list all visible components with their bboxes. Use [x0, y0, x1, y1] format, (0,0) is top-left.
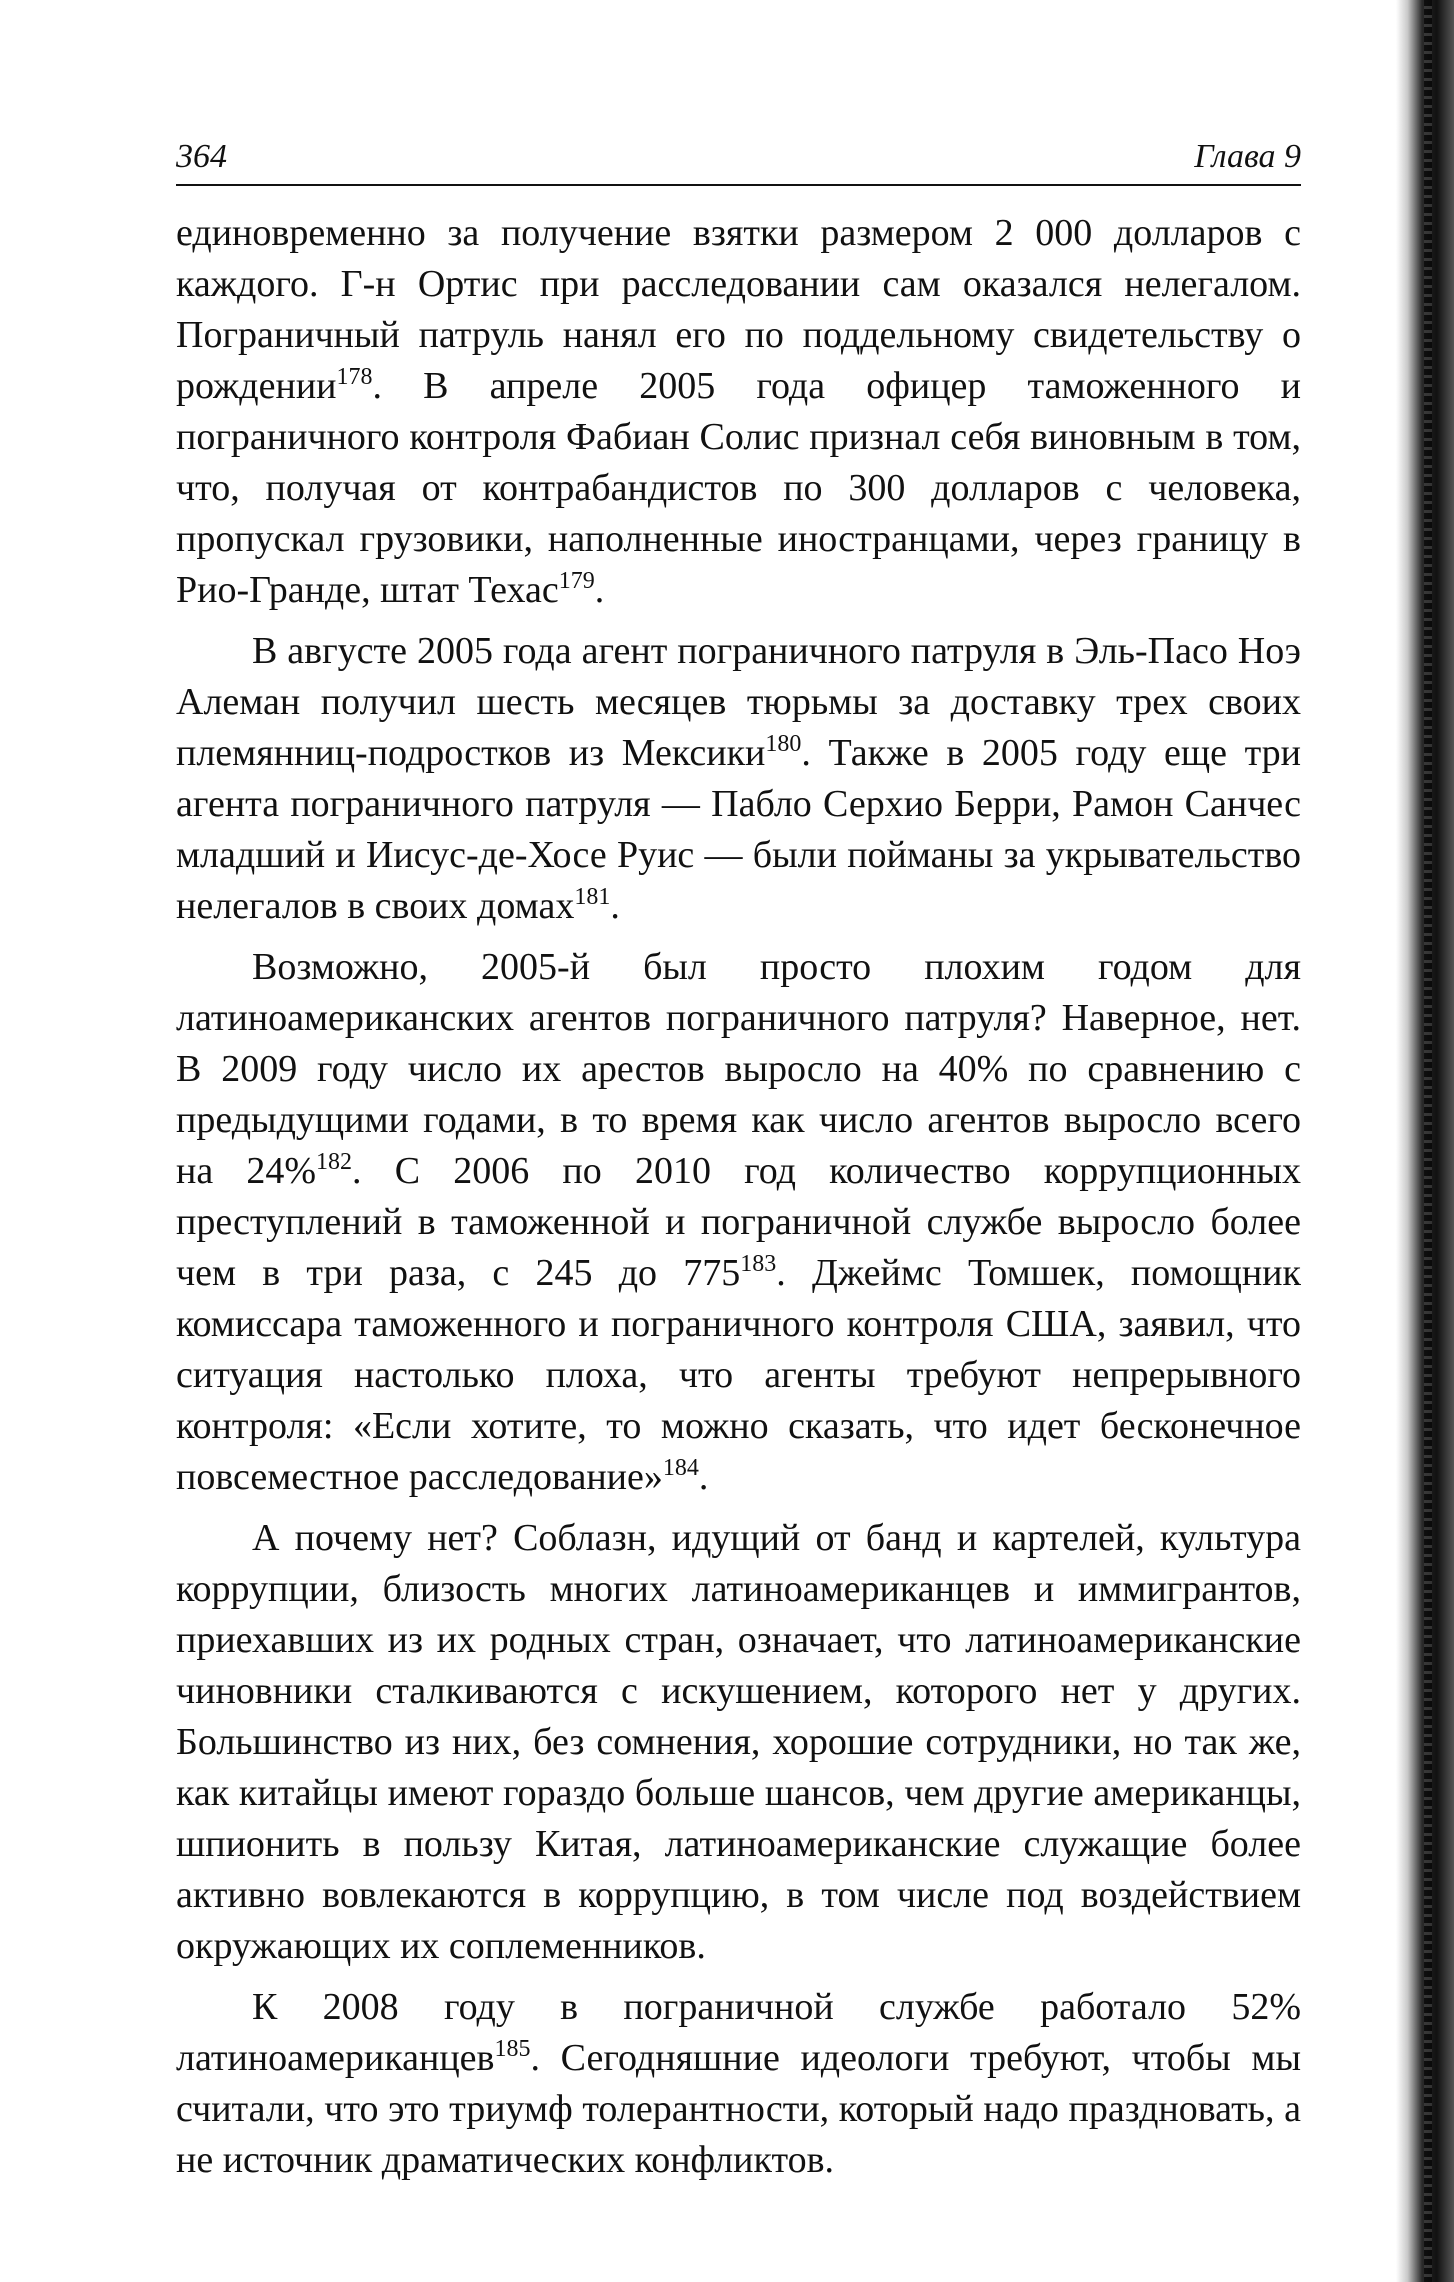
text-segment: . Джеймс Томшек, помощник комиссара таможенного и пограничного контроля США, заявил, что ситуация настолько плоха, что агенты требуют непрерывного контроля: «Если хотите, то можно сказать, что идет бесконечное повсеместное расследование»	[176, 1252, 1301, 1498]
running-header	[176, 136, 1301, 186]
text-segment: . Сегодняшние идеологи требуют, чтобы мы считали, что это триумф толерантности, который надо праздновать, а не источник драматических конфликтов.	[176, 2037, 1301, 2181]
footnote-ref-183: 183	[740, 1251, 777, 1277]
footnote-ref-184: 184	[662, 1455, 699, 1481]
footnote-ref-182: 182	[316, 1149, 353, 1175]
footnote-ref-185: 185	[494, 2036, 531, 2062]
text-segment: .	[594, 569, 605, 611]
text-segment: К 2008 году в пограничной службе работало 52% латиноамериканцев	[176, 1986, 1301, 2079]
text-segment: А почему нет? Соблазн, идущий от банд и картелей, культура коррупции, близость многих латиноамериканцев и иммигрантов, приехавших из их родных стран, означает, что латиноамериканские чиновники сталкиваются с искушением, которого нет у других. Большинство из них, без сомнения, хорошие сотрудники, но так же, как китайцы имеют гораздо больше шансов, чем другие американцы, шпионить в пользу Китая, латиноамериканские служащие более активно вовлекаются в коррупцию, в том числе под воздействием окружающих их соплеменников.	[176, 1517, 1301, 1967]
paragraph-3	[176, 942, 1301, 1503]
text-segment: В августе 2005 года агент пограничного патруля в Эль-Пасо Ноэ Алеман получил шесть месяцев тюрьмы за доставку трех своих племянниц-подростков из Мексики	[176, 630, 1301, 774]
text-segment: Возможно, 2005-й был просто плохим годом для латиноамериканских агентов пограничного патруля? Наверное, нет. В 2009 году число их арестов выросло на 40% по сравнению с предыдущими годами, в то время как число агентов выросло всего на 24%	[176, 946, 1301, 1192]
paragraph-4	[176, 1513, 1301, 1972]
text-segment: единовременно за получение взятки размером 2 000 долларов с каждого. Г-н Ортис при расследовании сам оказался нелегалом. Пограничный патруль нанял его по поддельному свидетельству о рождении	[176, 212, 1301, 407]
page-number: 364	[176, 138, 227, 175]
footnote-ref-180: 180	[765, 731, 802, 757]
text-segment: . В апреле 2005 года офицер таможенного и пограничного контроля Фабиан Солис признал себя виновным в том, что, получая от контрабандистов по 300 долларов с человека, пропускал грузовики, наполненные иностранцами, через границу в Рио-Гранде, штат Техас	[176, 365, 1301, 611]
chapter-title: Глава 9	[1194, 138, 1301, 175]
text-segment: .	[610, 885, 620, 927]
text-segment: . С 2006 по 2010 год количество коррупционных преступлений в таможенной и пограничной службе выросло более чем в три раза, с 245 до 775	[176, 1150, 1302, 1294]
scan-edge-shadow	[1424, 0, 1432, 2282]
scan-binding-edge	[1396, 0, 1454, 2282]
footnote-ref-178: 178	[336, 364, 373, 390]
text-segment: . Также в 2005 году еще три агента пограничного патруля — Пабло Серхио Берри, Рамон Санчес младший и Иисус-де-Хосе Руис — были пойманы за укрывательство нелегалов в своих домах	[176, 732, 1301, 927]
footnote-ref-181: 181	[574, 884, 611, 910]
paragraph-2	[176, 626, 1301, 932]
paragraph-5	[176, 1982, 1301, 2186]
text-segment: .	[698, 1456, 709, 1498]
paragraph-1	[176, 208, 1301, 616]
footnote-ref-179: 179	[558, 568, 595, 594]
body-text	[176, 208, 1301, 2196]
